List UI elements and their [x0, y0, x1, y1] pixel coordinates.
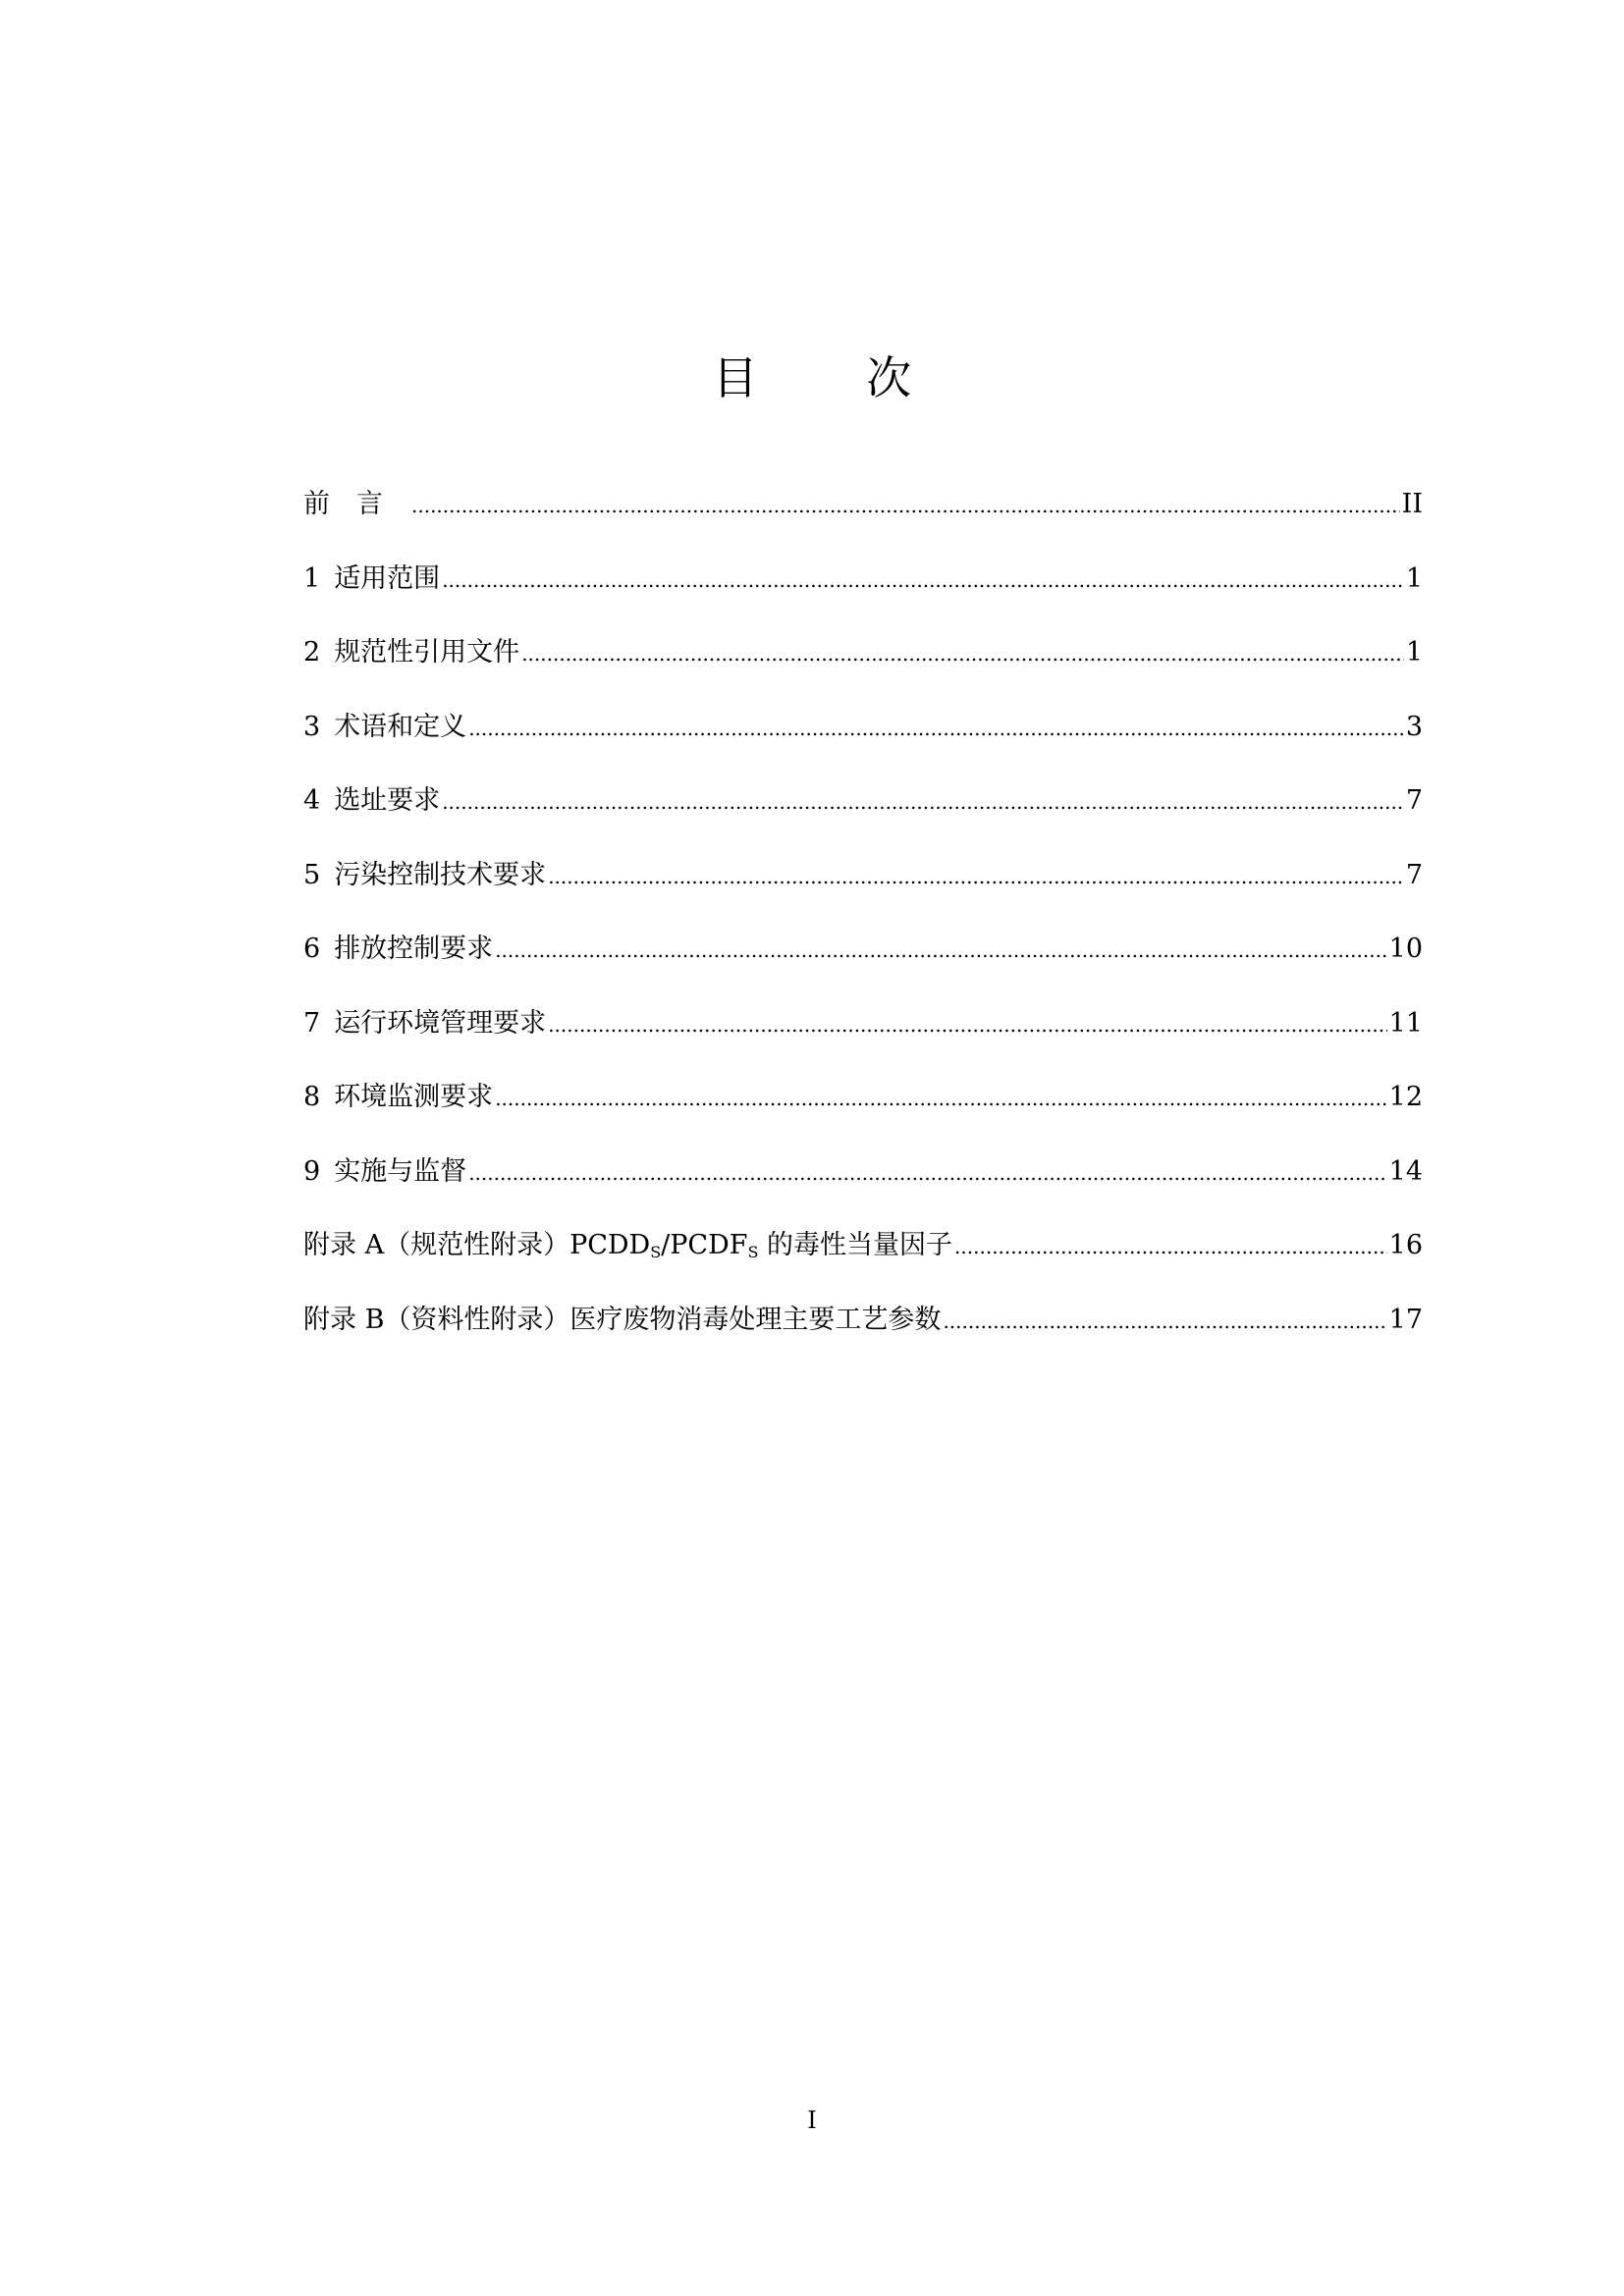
toc-section-title: 适用范围 — [334, 562, 441, 594]
toc-leader-dots — [548, 1001, 1386, 1048]
toc-section-title: 规范性引用文件 — [334, 637, 520, 667]
toc-entry-3[interactable] — [303, 704, 1423, 778]
toc-page-number: 7 — [1405, 859, 1423, 890]
toc-section-number: 8 — [303, 1082, 321, 1112]
toc-page-number: 14 — [1388, 1155, 1423, 1187]
toc-page-number: 3 — [1405, 711, 1423, 742]
toc-label — [303, 629, 519, 676]
table-of-contents — [303, 481, 1423, 1370]
subscript-s: S — [747, 1243, 759, 1261]
toc-label: 前言 — [303, 489, 409, 519]
toc-page-number: 17 — [1388, 1304, 1423, 1335]
toc-section-title: 运行环境管理要求 — [334, 1007, 547, 1039]
toc-section-title: 环境监测要求 — [334, 1082, 494, 1112]
toc-label: 附录 B（资料性附录）医疗废物消毒处理主要工艺参数 — [303, 1304, 942, 1335]
toc-label — [303, 1074, 493, 1121]
toc-label — [303, 704, 466, 751]
toc-page-number: 10 — [1388, 934, 1423, 964]
toc-section-title: 选址要求 — [334, 785, 441, 816]
toc-label — [303, 1148, 466, 1196]
toc-entry-8[interactable] — [303, 1074, 1423, 1148]
toc-section-number: 9 — [303, 1155, 321, 1187]
toc-section-number: 4 — [303, 785, 321, 816]
toc-page-number: 1 — [1405, 562, 1423, 594]
toc-section-number: 5 — [303, 859, 321, 890]
toc-label — [303, 852, 546, 899]
toc-label — [303, 1222, 952, 1276]
toc-entry-2[interactable] — [303, 629, 1423, 704]
appendix-a-prefix: 附录 A（规范性附录）PCDD — [303, 1230, 651, 1260]
toc-entry-9[interactable] — [303, 1148, 1423, 1223]
toc-label — [303, 777, 440, 825]
toc-section-number: 7 — [303, 1007, 321, 1039]
page-number: I — [807, 2107, 817, 2134]
toc-section-number: 1 — [303, 562, 321, 594]
toc-leader-dots — [495, 1075, 1386, 1122]
toc-entry-appendix-a[interactable] — [303, 1222, 1423, 1297]
toc-leader-dots — [468, 1149, 1386, 1197]
toc-leader-dots — [442, 557, 1404, 604]
toc-entry-4[interactable] — [303, 777, 1423, 852]
toc-leader-dots — [954, 1223, 1387, 1270]
toc-section-title: 排放控制要求 — [334, 934, 494, 964]
toc-leader-dots — [495, 927, 1386, 974]
toc-entry-5[interactable] — [303, 852, 1423, 927]
toc-leader-dots — [468, 705, 1404, 752]
toc-section-title: 污染控制技术要求 — [334, 859, 547, 890]
toc-page-number: 7 — [1405, 785, 1423, 816]
toc-leader-dots — [442, 778, 1404, 826]
toc-section-number: 6 — [303, 934, 321, 964]
toc-section-number: 2 — [303, 637, 321, 667]
toc-label — [303, 926, 493, 973]
toc-leader-dots — [548, 853, 1404, 900]
toc-section-title: 实施与监督 — [334, 1155, 467, 1187]
subscript-s: S — [650, 1243, 662, 1261]
toc-page-number: 11 — [1388, 1007, 1423, 1039]
toc-page-number: 1 — [1405, 637, 1423, 667]
toc-leader-dots — [411, 482, 1400, 529]
toc-entry-6[interactable] — [303, 926, 1423, 1000]
toc-entry-appendix-b[interactable] — [303, 1297, 1423, 1371]
appendix-a-suffix: 的毒性当量因子 — [758, 1230, 953, 1260]
toc-page-number: 12 — [1388, 1082, 1423, 1112]
toc-entry-7[interactable] — [303, 1000, 1423, 1075]
toc-leader-dots — [943, 1298, 1386, 1345]
toc-entry-preface[interactable] — [303, 481, 1423, 556]
toc-label — [303, 556, 440, 603]
toc-section-number: 3 — [303, 711, 321, 742]
page-title: 目 次 — [712, 351, 959, 404]
appendix-a-mid: /PCDF — [661, 1230, 748, 1260]
toc-page-number: 16 — [1388, 1230, 1423, 1260]
toc-page-number: II — [1401, 489, 1423, 519]
toc-entry-1[interactable] — [303, 556, 1423, 630]
toc-section-title: 术语和定义 — [334, 711, 467, 742]
toc-label — [303, 1000, 546, 1047]
toc-leader-dots — [521, 630, 1404, 677]
